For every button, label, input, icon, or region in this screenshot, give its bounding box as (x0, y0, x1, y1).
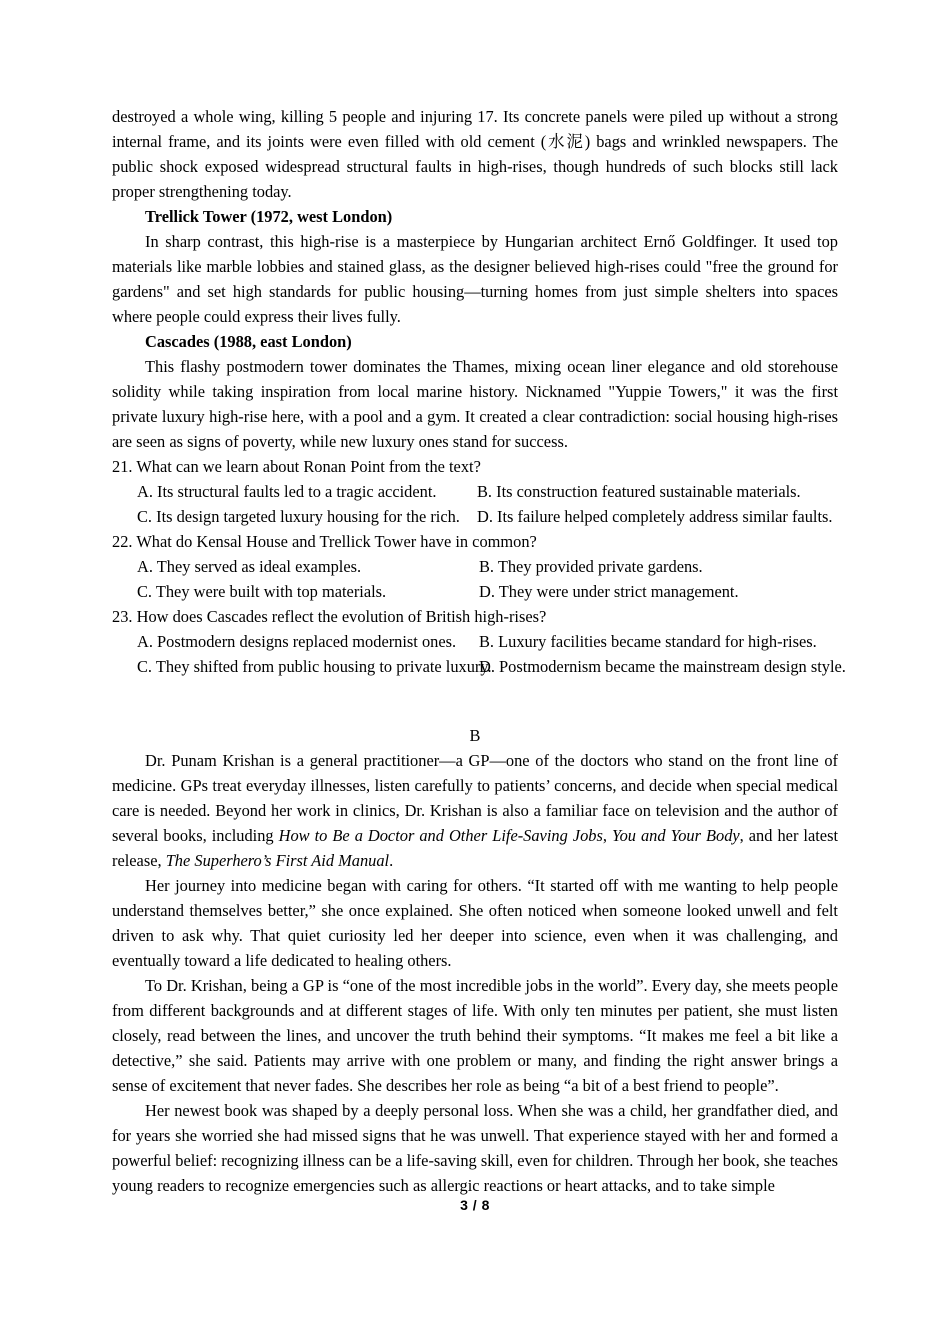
passage-b-p1-part-4: . (389, 851, 394, 870)
passage-b-p1-part-1: Dr. Punam Krishan is a general practitioner—a GP—one of the doctors who stand on the front line of medicine. GPs treat everyday illnesses, listen carefully to patients’ concerns, and decide when special medical care is needed. Beyond her work in clinics, Dr. Krishan is also a familiar face on television and the author of several books, including (112, 751, 838, 845)
question-23-options-row-1 (112, 629, 838, 654)
question-21-option-c[interactable]: C. Its design targeted luxury housing for the rich. (137, 507, 460, 526)
question-22-text: What do Kensal House and Trellick Tower have in common? (136, 532, 537, 551)
question-21-text: What can we learn about Ronan Point from the text? (136, 457, 481, 476)
question-21-stem (112, 454, 838, 479)
passage-b-p1-part-2: , (602, 826, 612, 845)
question-23-text: How does Cascades reflect the evolution of British high-rises? (136, 607, 547, 626)
passage-b-paragraph-1 (112, 748, 838, 873)
book-title-3: The Superhero’s First Aid Manual (165, 851, 390, 870)
passage-b-p1-part-3: , and her latest release, (112, 826, 839, 870)
question-21-number: 21. (112, 457, 133, 476)
page-number-footer: 3 / 8 (460, 1197, 490, 1213)
passage-a-paragraph-1: destroyed a whole wing, killing 5 people and injuring 17. Its concrete panels were piled up without a strong internal frame, and its joints were even filled with old cement (水泥) bags and wrinkled newspapers. The public shock exposed widespread structural faults in high-rises, though hundreds of such blocks still lack proper strengthening today. (112, 107, 838, 201)
question-22-option-a[interactable]: A. They served as ideal examples. (137, 557, 362, 576)
question-22-option-d[interactable]: D. They were under strict management. (479, 582, 739, 601)
passage-a-paragraph-3: This flashy postmodern tower dominates the Thames, mixing ocean liner elegance and old storehouse solidity while taking inspiration from local marine history. Nicknamed "Yuppie Towers," it was the first private luxury high-rise here, with a pool and a gym. It created a clear contradiction: social housing high-rises are seen as signs of poverty, while new luxury ones stand for success. (112, 357, 838, 451)
book-title-2: You and Your Body (611, 826, 740, 845)
passage-b-paragraph-4: Her newest book was shaped by a deeply personal loss. When she was a child, her grandfather died, and for years she worried she had missed signs that he was unwell. That experience stayed with her and formed a powerful belief: recognizing illness can be a life-saving skill, even for children. Through her book, she teaches young readers to recognize emergencies such as allergic reactions or heart attacks, and to take simple (112, 1101, 838, 1195)
question-23 (112, 604, 846, 679)
question-22-option-c[interactable]: C. They were built with top materials. (137, 582, 387, 601)
passage-b-paragraph-2: Her journey into medicine began with caring for others. “It started off with me wanting to help people understand themselves better,” she once explained. She often noticed when someone looked unwell and felt driven to ask why. That quiet curiosity led her deeper into science, even when it was challenging, and eventually toward a life dedicated to healing others. (112, 876, 838, 970)
question-22-stem (112, 529, 838, 554)
question-21-options-row-1 (112, 479, 838, 504)
passage-a-paragraph-2: In sharp contrast, this high-rise is a masterpiece by Hungarian architect Ernő Goldfinger. It used top materials like marble lobbies and stained glass, as the designer believed high-rises could "free the ground for gardens" and set high standards for public housing—turning homes from just simple shelters into spaces where people could express their lives fully. (112, 232, 838, 326)
question-23-option-d[interactable]: D. Postmodernism became the mainstream design style. (479, 657, 846, 676)
question-23-option-c[interactable]: C. They shifted from public housing to private luxury. (137, 657, 492, 676)
question-22-options-row-2 (112, 579, 838, 604)
question-23-option-a[interactable]: A. Postmodern designs replaced modernist ones. (137, 632, 457, 651)
question-22-options-row-1 (112, 554, 838, 579)
question-21-option-a[interactable]: A. Its structural faults led to a tragic accident. (137, 482, 437, 501)
question-23-options-row-2 (112, 654, 846, 679)
subheading-trellick-tower: Trellick Tower (1972, west London) (145, 207, 393, 226)
question-22-option-b[interactable]: B. They provided private gardens. (479, 557, 703, 576)
section-letter-b: B (469, 726, 481, 745)
question-22 (112, 529, 838, 604)
question-23-stem (112, 604, 838, 629)
question-23-option-b[interactable]: B. Luxury facilities became standard for high-rises. (479, 632, 817, 651)
book-title-1: How to Be a Doctor and Other Life-Saving Jobs (278, 826, 603, 845)
question-21-option-b[interactable]: B. Its construction featured sustainable materials. (477, 482, 801, 501)
question-21-options-row-2 (112, 504, 838, 529)
question-21 (112, 454, 838, 529)
passage-b-paragraph-3: To Dr. Krishan, being a GP is “one of the most incredible jobs in the world”. Every day, she meets people from different backgrounds and at different stages of life. With only ten minutes per patient, she must listen closely, read between the lines, and uncover the truth behind their symptoms. “It makes me feel a bit like a detective,” she said. Patients may arrive with one problem or many, and finding the right answer brings a sense of excitement that never fades. She describes her role as being “a bit of a best friend to people”. (112, 976, 838, 1095)
question-21-option-d[interactable]: D. Its failure helped completely address similar faults. (477, 507, 833, 526)
document-page (112, 104, 846, 1198)
question-22-number: 22. (112, 532, 133, 551)
section-gap (112, 679, 838, 723)
question-23-number: 23. (112, 607, 133, 626)
subheading-cascades: Cascades (1988, east London) (145, 332, 352, 351)
